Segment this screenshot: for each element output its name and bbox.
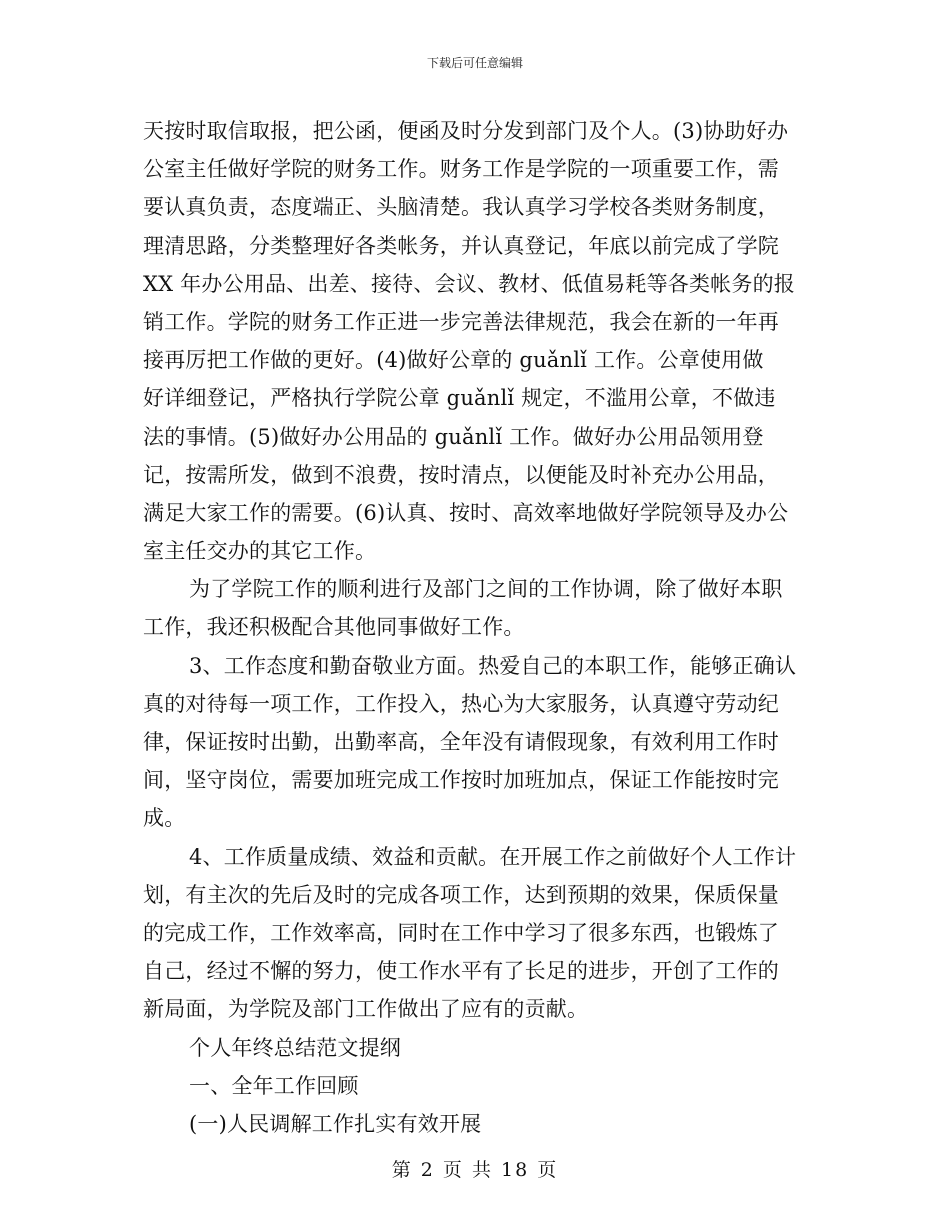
page-header-note: 下载后可任意编辑 [426, 56, 523, 70]
body-line: 真的对待每一项工作，工作投入，热心为大家服务，认真遵守劳动纪 [143, 691, 779, 716]
body-line: 律，保证按时出勤，出勤率高，全年没有请假现象，有效利用工作时 [143, 730, 779, 754]
paragraph-first-line: 为了学院工作的顺利进行及部门之间的工作协调，除了做好本职 [189, 577, 783, 602]
body-line: 工作，我还积极配合其他同事做好工作。 [143, 615, 525, 640]
outline-title: 个人年终总结范文提纲 [189, 1035, 401, 1060]
body-line: 间，坚守岗位，需要加班完成工作按时加班加点，保证工作能按时完 [143, 768, 779, 793]
body-line: XX 年办公用品、出差、接待、会议、教材、低值易耗等各类帐务的报 [143, 271, 795, 296]
body-line: 法的事情。(5)做好办公用品的 guǎnlǐ 工作。做好办公用品领用登 [143, 424, 764, 449]
body-line: 的完成工作，工作效率高，同时在工作中学习了很多东西，也锻炼了 [143, 920, 779, 945]
body-line: 公室主任做好学院的财务工作。财务工作是学院的一项重要工作，需 [143, 157, 779, 182]
document-body [143, 112, 807, 1143]
body-line: 满足大家工作的需要。(6)认真、按时、高效率地做好学院领导及办公 [143, 500, 789, 525]
outline-heading-2: (一)人民调解工作扎实有效开展 [189, 1111, 482, 1136]
body-line: 成。 [143, 806, 186, 831]
page-number: 第 2 页 共 18 页 [391, 1159, 559, 1181]
paragraph-first-line: 4、工作质量成绩、效益和贡献。在开展工作之前做好个人工作计 [189, 844, 797, 869]
body-line: 天按时取信取报，把公函，便函及时分发到部门及个人。(3)协助好办 [143, 119, 789, 143]
body-line: 销工作。学院的财务工作正进一步完善法律规范，我会在新的一年再 [143, 309, 779, 334]
body-line: 新局面，为学院及部门工作做出了应有的贡献。 [143, 997, 589, 1022]
body-line: 自己，经过不懈的努力，使工作水平有了长足的进步，开创了工作的 [143, 959, 779, 984]
paragraph-first-line: 3、工作态度和勤奋敬业方面。热爱自己的本职工作，能够正确认 [189, 653, 797, 678]
outline-heading-1: 一、全年工作回顾 [189, 1073, 359, 1098]
body-line: 划，有主次的先后及时的完成各项工作，达到预期的效果，保质保量 [143, 882, 779, 907]
body-line: 接再厉把工作做的更好。(4)做好公章的 guǎnlǐ 工作。公章使用做 [143, 348, 764, 373]
body-line: 理清思路，分类整理好各类帐务，并认真登记，年底以前完成了学院 [143, 233, 779, 258]
body-line: 好详细登记，严格执行学院公章 guǎnlǐ 规定，不滥用公章，不做违 [143, 386, 776, 411]
body-line: 室主任交办的其它工作。 [143, 539, 377, 564]
body-line: 记，按需所发，做到不浪费，按时清点，以便能及时补充办公用品， [143, 462, 779, 487]
body-line: 要认真负责，态度端正、头脑清楚。我认真学习学校各类财务制度， [143, 195, 779, 220]
